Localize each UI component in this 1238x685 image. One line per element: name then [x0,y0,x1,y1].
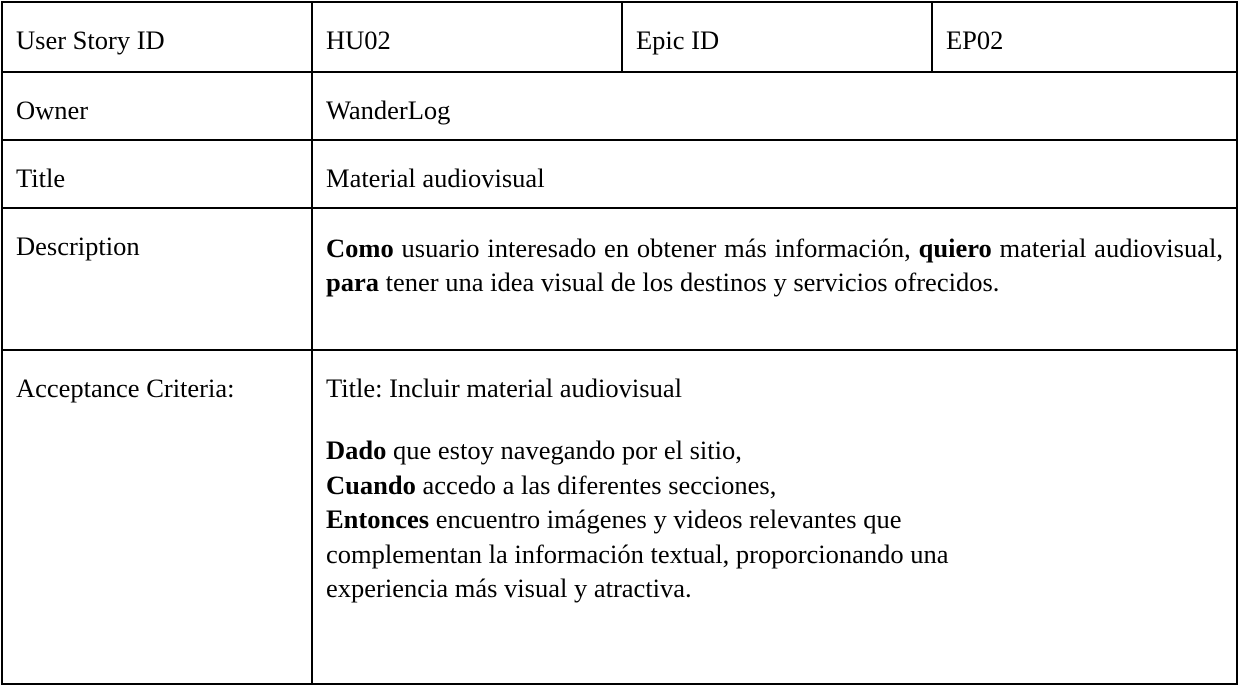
user-story-id-value: HU02 [312,2,622,72]
description-keyword-quiero: quiero [918,233,992,263]
epic-id-label: Epic ID [622,2,932,72]
title-row [2,140,1237,208]
description-keyword-como: Como [326,233,394,263]
given-keyword: Dado [326,435,387,466]
when-text: accedo a las diferentes secciones, [415,469,777,500]
when-line [326,468,1223,502]
epic-id-value: EP02 [932,2,1237,72]
owner-value: WanderLog [312,72,1237,140]
then-keyword: Entonces [326,504,430,535]
given-line [326,433,1223,467]
title-value: Material audiovisual [312,140,1237,208]
description-keyword-para: para [326,267,379,298]
acceptance-criteria-label: Acceptance Criteria: [2,350,312,684]
description-label: Description [2,208,312,350]
user-story-id-label: User Story ID [2,2,312,72]
description-segment-2: material audiovisual, [991,233,1223,263]
description-text [312,208,1237,350]
owner-label: Owner [2,72,312,140]
acceptance-criteria-content [312,350,1237,684]
title-label: Title [2,140,312,208]
when-keyword: Cuando [326,469,416,500]
acceptance-criteria-title: Title: Incluir material audiovisual [326,373,682,403]
user-story-table [1,1,1238,685]
then-text: encuentro imágenes y videos relevantes que complementan la información textual, proporcionando una experiencia más visual y atractiva. [326,504,949,604]
owner-row [2,72,1237,140]
acceptance-criteria-scenario [326,433,1223,605]
description-segment-3: tener una idea visual de los destinos y servicios ofrecidos. [379,267,1000,298]
given-text: que estoy navegando por el sitio, [386,435,742,466]
id-row [2,2,1237,72]
then-line [326,502,1026,605]
acceptance-criteria-row [2,350,1237,684]
description-segment-1: usuario interesado en obtener más información, [393,233,919,263]
description-row [2,208,1237,350]
